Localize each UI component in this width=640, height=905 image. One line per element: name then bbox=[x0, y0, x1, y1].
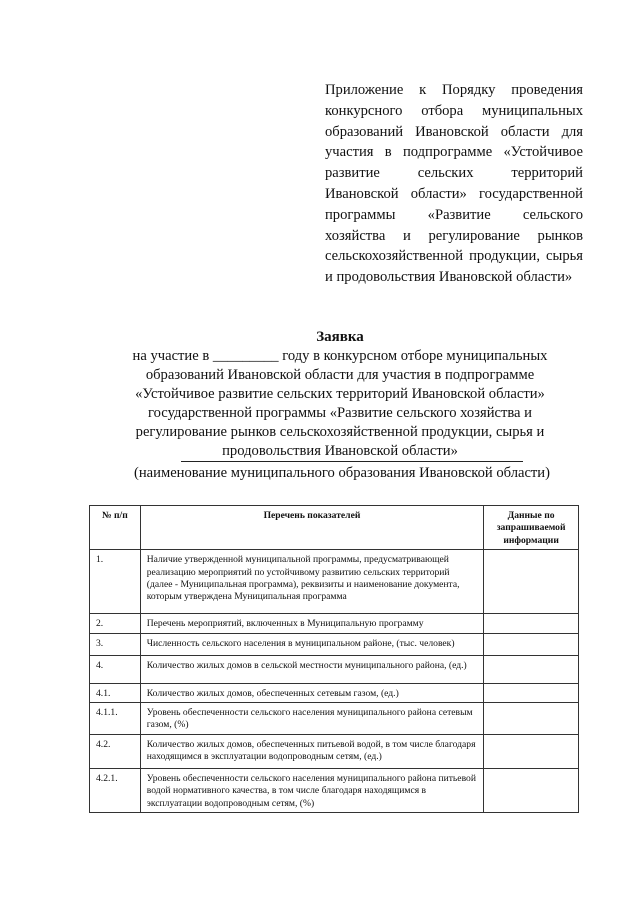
row-data-cell[interactable] bbox=[484, 683, 579, 702]
header-line-1-suffix: году в конкурсном отборе муниципальных bbox=[282, 348, 548, 364]
row-number: 4.1. bbox=[90, 683, 141, 702]
application-header bbox=[95, 328, 585, 461]
table-row bbox=[90, 614, 579, 633]
row-indicator: Наличие утвержденной муниципальной программы, предусматривающей реализацию мероприятий по устойчивому развитию сельских территорий (далее - Муниципальная программа), реквизиты и наименование документа, которым утверждена Муниципальная программа bbox=[140, 550, 483, 614]
table-row bbox=[90, 703, 579, 735]
table-header-row bbox=[90, 506, 579, 550]
row-number: 4.1.1. bbox=[90, 703, 141, 735]
row-indicator: Уровень обеспеченности сельского населения муниципального района сетевым газом, (%) bbox=[140, 703, 483, 735]
row-number: 4.2.1. bbox=[90, 768, 141, 812]
table-row bbox=[90, 734, 579, 768]
row-data-cell[interactable] bbox=[484, 614, 579, 633]
column-header-indicators: Перечень показателей bbox=[140, 506, 483, 550]
row-data-cell[interactable] bbox=[484, 633, 579, 655]
header-line-1-prefix: на участие в bbox=[132, 348, 210, 364]
row-number: 1. bbox=[90, 550, 141, 614]
header-line-1 bbox=[95, 347, 585, 366]
header-line-5: регулирование рынков сельскохозяйственной продукции, сырья и bbox=[135, 424, 545, 440]
row-number: 2. bbox=[90, 614, 141, 633]
row-data-cell[interactable] bbox=[484, 703, 579, 735]
column-header-number: № п/п bbox=[90, 506, 141, 550]
table-row bbox=[90, 633, 579, 655]
row-indicator: Численность сельского населения в муниципальном районе, (тыс. человек) bbox=[140, 633, 483, 655]
year-blank-field[interactable]: _________ bbox=[212, 348, 279, 364]
header-line-6: продовольствия Ивановской области» bbox=[222, 443, 458, 459]
row-data-cell[interactable] bbox=[484, 734, 579, 768]
header-line-4: государственной программы «Развитие сельского хозяйства и bbox=[148, 405, 532, 421]
table-row bbox=[90, 655, 579, 683]
row-data-cell[interactable] bbox=[484, 655, 579, 683]
table-row bbox=[90, 768, 579, 812]
indicators-table bbox=[89, 505, 579, 813]
appendix-note: Приложение к Порядку проведения конкурсного отбора муниципальных образований Ивановской области для участия в подпрограмме «Устойчивое развитие сельских территорий Ивановской области» государственной программы «Развитие сельского хозяйства и регулирование рынков сельскохозяйственной продукции, сырья и продовольствия Ивановской области» bbox=[325, 82, 583, 286]
column-header-data: Данные по запрашиваемой информации bbox=[484, 506, 579, 550]
row-indicator: Уровень обеспеченности сельского населения муниципального района питьевой водой нормативного качества, в том числе благодаря находящимся в эксплуатации водопроводным сетям, (%) bbox=[140, 768, 483, 812]
header-line-2: образований Ивановской области для участия в подпрограмме bbox=[145, 367, 535, 383]
document-title: Заявка bbox=[316, 329, 364, 345]
row-data-cell[interactable] bbox=[484, 768, 579, 812]
municipality-name-caption: (наименование муниципального образования Ивановской области) bbox=[134, 465, 550, 481]
header-line-3: «Устойчивое развитие сельских территорий Ивановской области» bbox=[135, 386, 545, 402]
row-indicator: Перечень мероприятий, включенных в Муниципальную программу bbox=[140, 614, 483, 633]
row-indicator: Количество жилых домов, обеспеченных сетевым газом, (ед.) bbox=[140, 683, 483, 702]
row-number: 4.2. bbox=[90, 734, 141, 768]
municipality-name-field[interactable] bbox=[181, 461, 523, 462]
row-data-cell[interactable] bbox=[484, 550, 579, 614]
row-indicator: Количество жилых домов в сельской местности муниципального района, (ед.) bbox=[140, 655, 483, 683]
row-number: 4. bbox=[90, 655, 141, 683]
table-row bbox=[90, 550, 579, 614]
row-indicator: Количество жилых домов, обеспеченных питьевой водой, в том числе благодаря находящимся в эксплуатации водопроводным сетям, (ед.) bbox=[140, 734, 483, 768]
table-row bbox=[90, 683, 579, 702]
row-number: 3. bbox=[90, 633, 141, 655]
